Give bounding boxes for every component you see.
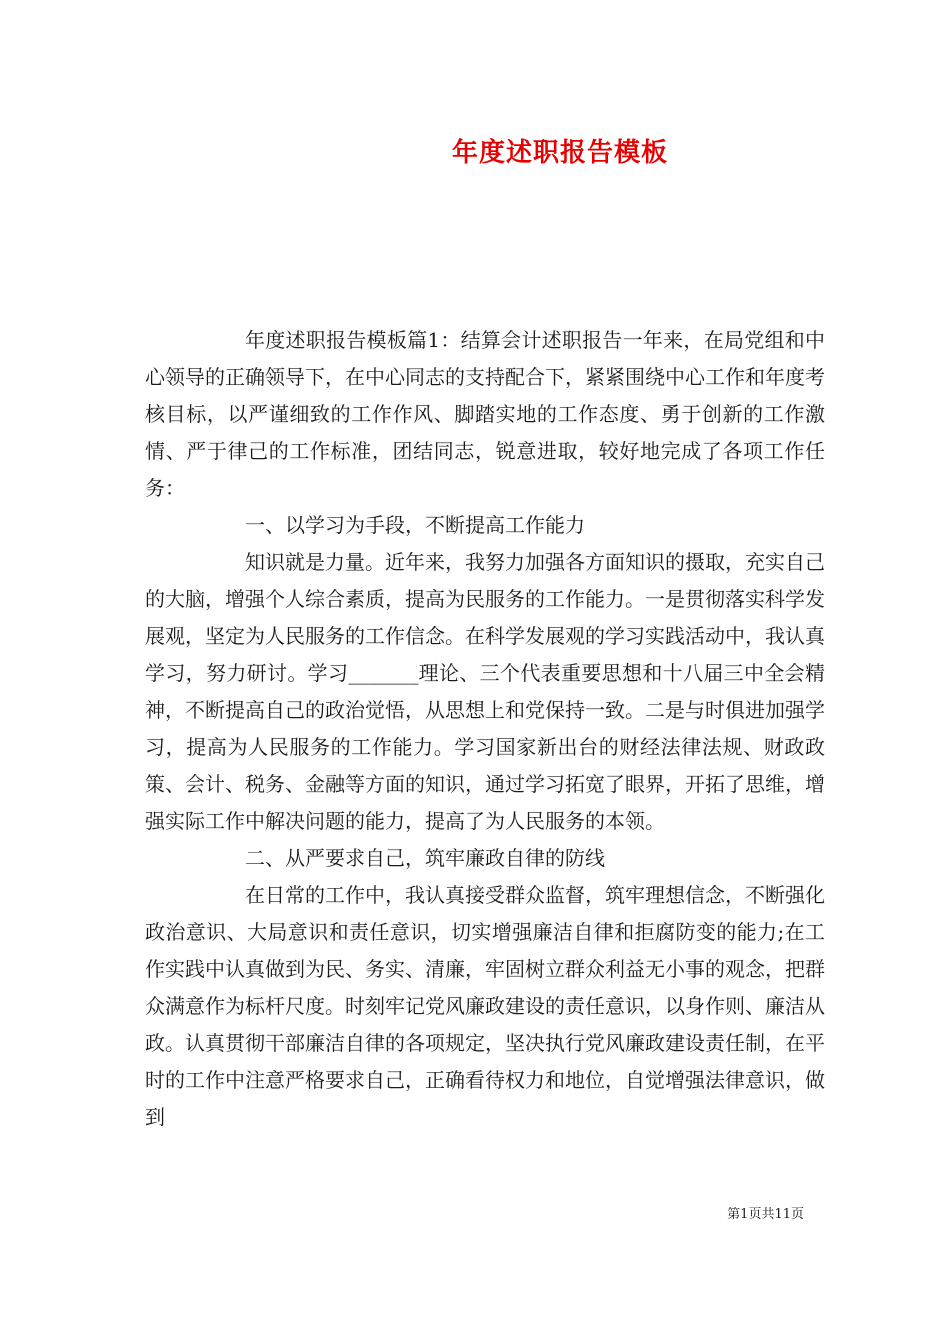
section-heading-2: 二、从严要求自己，筑牢廉政自律的防线 [245,846,605,870]
document-title: 年度述职报告模板 [451,138,668,168]
document-body [145,322,825,1136]
paragraph-section-2: 在日常的工作中，我认真接受群众监督，筑牢理想信念，不断强化政治意识、大局意识和责任意识，切实增强廉洁自律和拒腐防变的能力;在工作实践中认真做到为民、务实、清廉，牢固树立群众利益无小事的观念，把群众满意作为标杆尺度。时刻牢记党风廉政建设的责任意识，以身作则、廉洁从政。认真贯彻干部廉洁自律的各项规定，坚决执行党风廉政建设责任制，在平时的工作中注意严格要求自己，正确看待权力和地位，自觉增强法律意识，做到 [145,883,825,1129]
page-number-footer: 第1页共11页 [727,1207,804,1222]
paragraph-section-1: 知识就是力量。近年来，我努力加强各方面知识的摄取，充实自己的大脑，增强个人综合素质，提高为民服务的工作能力。一是贯彻落实科学发展观，坚定为人民服务的工作信念。在科学发展观的学习实践活动中，我认真学习，努力研讨。学习_______理论、三个代表重要思想和十八届三中全会精神，不断提高自己的政治觉悟，从思想上和党保持一致。二是与时俱进加强学习，提高为人民服务的工作能力。学习国家新出台的财经法律法规、财政政策、会计、税务、金融等方面的知识，通过学习拓宽了眼界，开拓了思维，增强实际工作中解决问题的能力，提高了为人民服务的本领。 [145,550,825,833]
section-heading-1: 一、以学习为手段，不断提高工作能力 [245,513,585,537]
paragraph-intro: 年度述职报告模板篇1：结算会计述职报告一年来，在局党组和中心领导的正确领导下，在中心同志的支持配合下，紧紧围绕中心工作和年度考核目标，以严谨细致的工作作风、脚踏实地的工作态度、勇于创新的工作激情、严于律己的工作标准，团结同志，锐意进取，较好地完成了各项工作任务： [145,328,825,500]
